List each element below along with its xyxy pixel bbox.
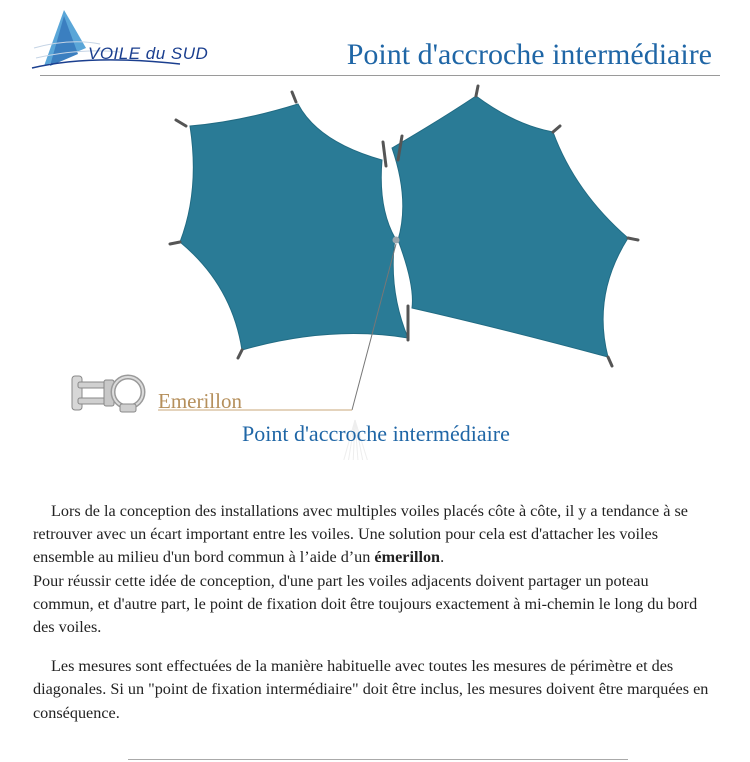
body-text [33,500,713,725]
brand-logo [30,8,210,70]
shade-sail-illustration [0,80,750,460]
header-divider [40,75,720,76]
swivel-term: émerillon [374,548,441,567]
intermediate-attachment-point [393,237,400,244]
logo-wordmark: VOILE du SUD [88,44,209,63]
illustration-caption: Point d'accroche intermédiaire [242,421,510,446]
right-sail [392,96,628,357]
swivel-shackle-icon [72,376,143,412]
measurements-text: Les mesures sont effectuées de la manière habituelle avec toutes les mesures de périmètre et des diagonales. Si un "point de fixation intermédiaire" doit être inclus, les mesures doivent être marquées en conséquence. [33,657,709,722]
paragraph-intro [33,500,713,639]
swivel-label: Emerillon [158,389,242,413]
paragraph-measurements [33,655,713,725]
intro-text: Lors de la conception des installations avec multiples voiles placés côte à côte, il y a tendance à se retrouver avec un écart important entre les voiles. Une solution pour cela est d'attacher les voiles ensemble au milieu d'un bord commun à l’aide d’un [33,502,688,567]
left-sail [180,104,408,350]
footer-divider [128,759,628,760]
intro-end: . [440,548,445,567]
paragraph-design: Pour réussir cette idée de conception, d'une part les voiles adjacents doivent partager un poteau commun, et d'autre part, le point de fixation doit être toujours exactement à mi-chemin le long du bord des voiles. [33,571,698,637]
page-title: Point d'accroche intermédiaire [346,38,712,71]
